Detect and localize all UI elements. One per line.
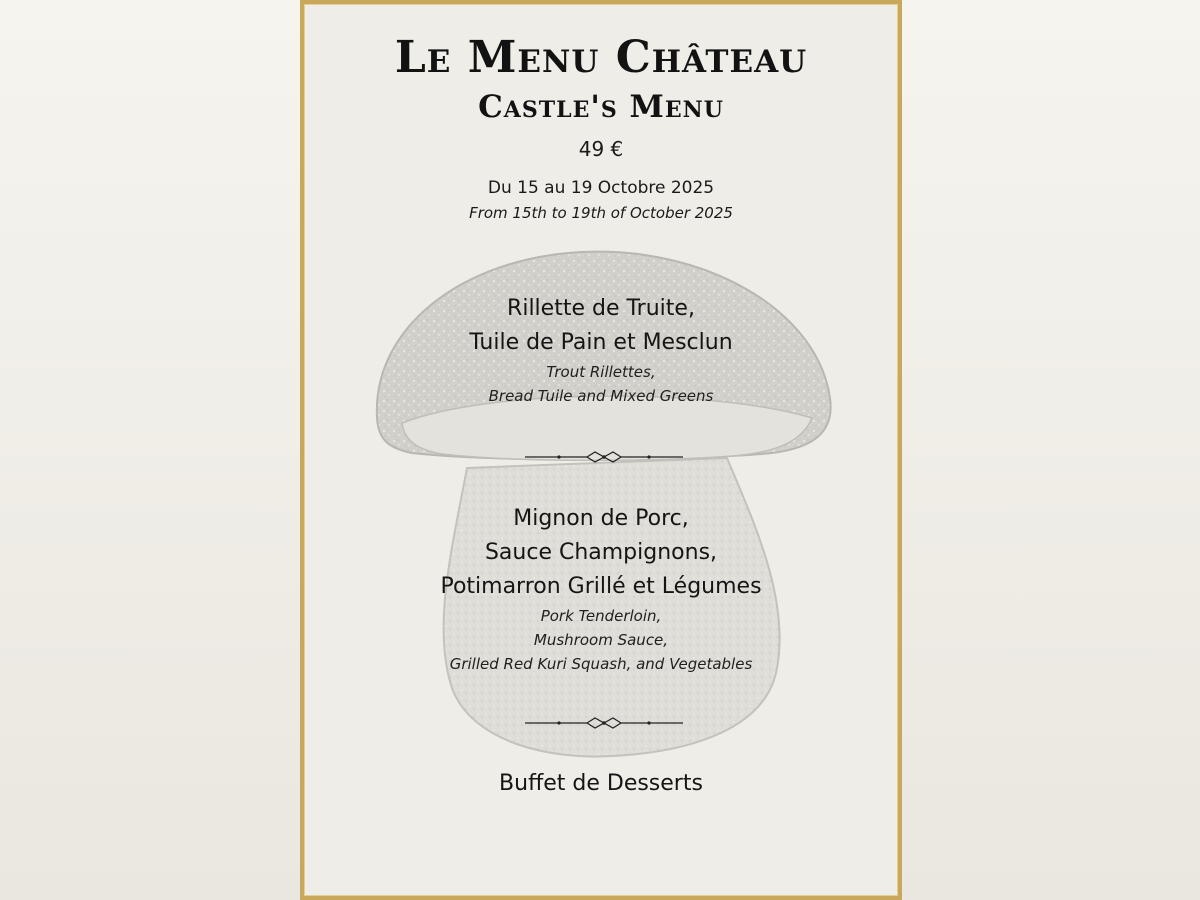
menu-price: 49 € (578, 137, 624, 161)
course-dessert-fr-line: Buffet de Desserts (499, 771, 703, 796)
course-starter-fr-line: Rillette de Truite, (507, 296, 695, 321)
course-starter-en-line: Bread Tuile and Mixed Greens (488, 387, 714, 405)
course-starter-fr-line: Tuile de Pain et Mesclun (469, 330, 733, 355)
menu-dates-french: Du 15 au 19 Octobre 2025 (487, 178, 715, 198)
ornamental-divider-icon (525, 716, 683, 730)
menu-content (304, 4, 898, 896)
course-main-en-line: Grilled Red Kuri Squash, and Vegetables (449, 655, 753, 673)
course-main-fr-line: Mignon de Porc, (513, 506, 689, 531)
course-starter-en-line: Trout Rillettes, (546, 363, 656, 381)
course-dessert (304, 767, 898, 801)
course-starter (304, 292, 898, 408)
menu-dates-english: From 15th to 19th of October 2025 (469, 204, 733, 222)
course-main-en-line: Mushroom Sauce, (533, 631, 669, 649)
ornamental-divider-icon (525, 450, 683, 464)
menu-subtitle: Castle's Menu (478, 89, 724, 125)
course-main (304, 502, 898, 676)
course-main-fr-line: Potimarron Grillé et Légumes (440, 574, 762, 599)
course-main-en-line: Pork Tenderloin, (540, 607, 662, 625)
menu-title: Le Menu Château (394, 32, 808, 83)
menu-card (300, 0, 902, 900)
course-main-fr-line: Sauce Champignons, (484, 540, 718, 565)
